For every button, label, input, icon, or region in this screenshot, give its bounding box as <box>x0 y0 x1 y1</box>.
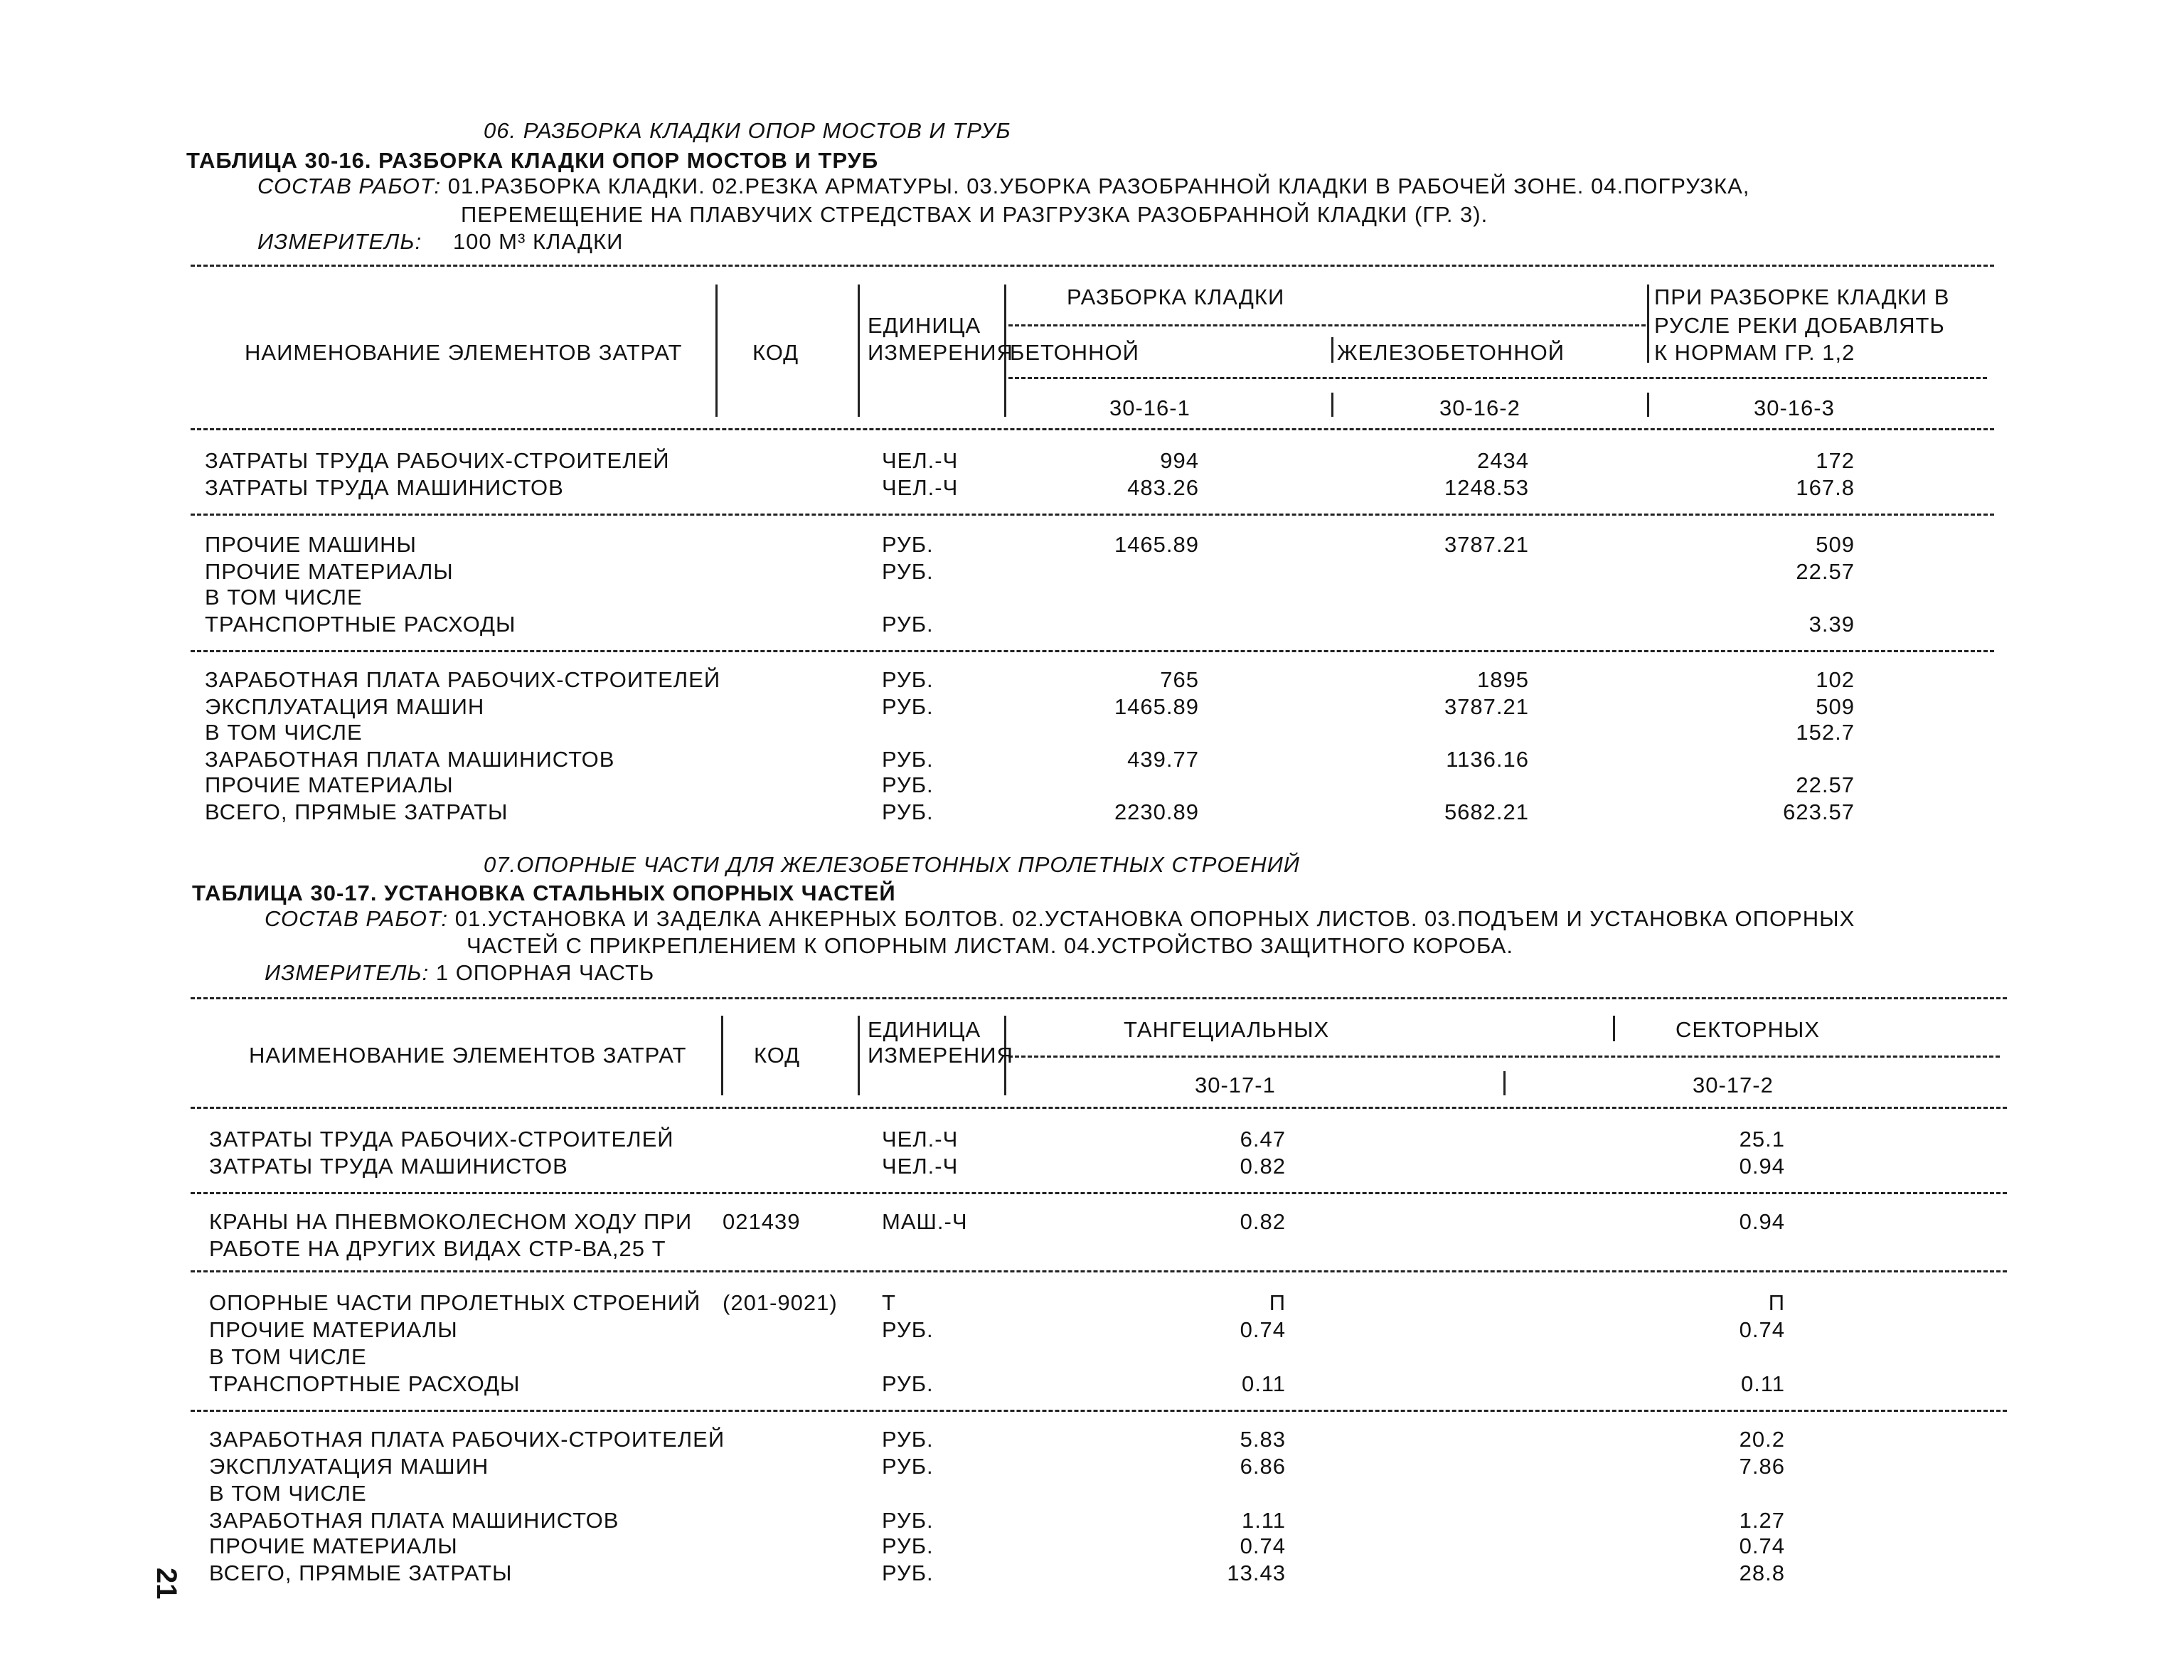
measure-1 <box>257 229 623 255</box>
row-value-1: 0.74 <box>1240 1533 1286 1558</box>
header-unit-line1: ЕДИНИЦА <box>868 1017 981 1042</box>
row-name: ЭКСПЛУАТАЦИЯ МАШИН <box>205 694 485 719</box>
row-name: В ТОМ ЧИСЛЕ <box>205 585 363 610</box>
work-composition-1 <box>257 174 1749 199</box>
row-value-2: 0.74 <box>1739 1317 1785 1342</box>
row-name: ТРАНСПОРТНЫЕ РАСХОДЫ <box>205 612 516 637</box>
row-value-3: 152.7 <box>1796 720 1855 745</box>
header-extra-line2: РУСЛЕ РЕКИ ДОБАВЛЯТЬ <box>1654 313 1945 338</box>
table2-divider <box>858 1016 860 1095</box>
table2-group-rule <box>191 1410 2007 1412</box>
row-name: ЗАТРАТЫ ТРУДА МАШИНИСТОВ <box>209 1154 568 1179</box>
row-value-2: 20.2 <box>1739 1427 1785 1452</box>
row-value-1: 994 <box>1160 448 1199 473</box>
row-value-2: 1136.16 <box>1446 747 1529 772</box>
table2-divider <box>1613 1016 1615 1041</box>
table2-group-rule <box>191 1192 2007 1194</box>
table1-top-rule <box>191 265 1994 267</box>
table1-group-rule <box>191 650 1994 652</box>
row-value-1: 6.86 <box>1240 1454 1286 1479</box>
row-name: В ТОМ ЧИСЛЕ <box>209 1481 367 1506</box>
row-unit: РУБ. <box>882 612 934 637</box>
measure-label: ИЗМЕРИТЕЛЬ: <box>257 229 422 254</box>
row-value-1: 765 <box>1160 667 1199 692</box>
work-composition-2 <box>265 906 1855 932</box>
row-name: В ТОМ ЧИСЛЕ <box>209 1344 367 1369</box>
row-unit: РУБ. <box>882 772 934 797</box>
row-name: ПРОЧИЕ МАШИНЫ <box>205 532 417 557</box>
table1-group-rule <box>191 514 1994 516</box>
row-value-2: 0.11 <box>1740 1371 1785 1396</box>
header-code: КОД <box>752 340 799 365</box>
table2-group-rule <box>1008 1056 2000 1058</box>
table1-header-bottom-rule <box>191 428 1994 430</box>
row-unit: МАШ.-Ч <box>882 1209 968 1234</box>
header-group-tangential: ТАНГЕЦИАЛЬНЫХ <box>1124 1017 1330 1042</box>
row-unit: ЧЕЛ.-Ч <box>882 475 959 500</box>
row-unit: ЧЕЛ.-Ч <box>882 448 959 473</box>
row-value-1: 0.82 <box>1240 1209 1286 1234</box>
row-name: ВСЕГО, ПРЯМЫЕ ЗАТРАТЫ <box>209 1561 513 1585</box>
row-name: ЗАРАБОТНАЯ ПЛАТА МАШИНИСТОВ <box>205 747 615 772</box>
header-sub-concrete: БЕТОННОЙ <box>1010 340 1139 365</box>
row-value-2: 1.27 <box>1739 1508 1785 1533</box>
header-sub-reinforced: ЖЕЛЕЗОБЕТОННОЙ <box>1337 340 1565 365</box>
row-value-2: 5682.21 <box>1444 799 1529 824</box>
row-value-3: 167.8 <box>1796 475 1855 500</box>
row-name: ПРОЧИЕ МАТЕРИАЛЫ <box>205 559 454 584</box>
row-unit: РУБ. <box>882 559 934 584</box>
row-unit: РУБ. <box>882 1533 934 1558</box>
table1-divider <box>858 285 860 417</box>
row-value-2: 0.94 <box>1739 1209 1785 1234</box>
row-unit: РУБ. <box>882 1427 934 1452</box>
work-label: СОСТАВ РАБОТ: <box>257 174 442 198</box>
work-label: СОСТАВ РАБОТ: <box>265 906 449 931</box>
header-col-30-16-3: 30-16-3 <box>1754 395 1835 420</box>
row-name: ЗАРАБОТНАЯ ПЛАТА РАБОЧИХ-СТРОИТЕЛЕЙ <box>209 1427 725 1452</box>
row-name: ЗАТРАТЫ ТРУДА РАБОЧИХ-СТРОИТЕЛЕЙ <box>209 1127 674 1152</box>
table-30-16-title: ТАБЛИЦА 30-16. РАЗБОРКА КЛАДКИ ОПОР МОСТОВ И ТРУБ <box>186 148 879 173</box>
row-value-1: 0.74 <box>1240 1317 1286 1342</box>
row-unit: РУБ. <box>882 694 934 719</box>
row-unit: РУБ. <box>882 799 934 824</box>
row-value-1: 439.77 <box>1127 747 1199 772</box>
header-col-30-16-2: 30-16-2 <box>1439 395 1520 420</box>
row-name: ПРОЧИЕ МАТЕРИАЛЫ <box>205 772 454 797</box>
row-value-3: 509 <box>1816 694 1855 719</box>
header-unit-line1: ЕДИНИЦА <box>868 313 981 338</box>
measure-value: 1 ОПОРНАЯ ЧАСТЬ <box>435 960 655 985</box>
table1-divider <box>1647 285 1649 363</box>
header-group-sector: СЕКТОРНЫХ <box>1676 1017 1820 1042</box>
header-unit-line2: ИЗМЕРЕНИЯ <box>868 1043 1013 1068</box>
row-value-2: 7.86 <box>1739 1454 1785 1479</box>
header-col-30-17-1: 30-17-1 <box>1195 1073 1276 1097</box>
table1-divider <box>715 285 718 417</box>
row-value-2: 28.8 <box>1739 1561 1785 1585</box>
row-value-3: 22.57 <box>1796 772 1855 797</box>
row-unit: РУБ. <box>882 1317 934 1342</box>
row-value-2: 2434 <box>1477 448 1529 473</box>
row-unit: РУБ. <box>882 1561 934 1585</box>
row-name: ЭКСПЛУАТАЦИЯ МАШИН <box>209 1454 489 1479</box>
row-value-1: 1465.89 <box>1114 694 1199 719</box>
measure-value: 100 М³ КЛАДКИ <box>452 229 624 254</box>
row-value-1: 483.26 <box>1127 475 1199 500</box>
row-unit: ЧЕЛ.-Ч <box>882 1127 959 1152</box>
row-name: ЗАРАБОТНАЯ ПЛАТА РАБОЧИХ-СТРОИТЕЛЕЙ <box>205 667 721 692</box>
row-code: (201-9021) <box>723 1290 838 1315</box>
row-value-2: 3787.21 <box>1444 694 1529 719</box>
header-group: РАЗБОРКА КЛАДКИ <box>1067 285 1285 309</box>
row-value-3: 509 <box>1816 532 1855 557</box>
table2-divider <box>1503 1071 1506 1095</box>
page-number: 21 <box>151 1568 182 1600</box>
section-06-heading: 06. РАЗБОРКА КЛАДКИ ОПОР МОСТОВ И ТРУБ <box>484 118 1011 143</box>
row-value-1: 5.83 <box>1240 1427 1286 1452</box>
row-value-2: 1895 <box>1477 667 1529 692</box>
row-name: РАБОТЕ НА ДРУГИХ ВИДАХ СТР-ВА,25 Т <box>209 1236 666 1261</box>
row-value-1: 0.82 <box>1240 1154 1286 1179</box>
table-30-17-title: ТАБЛИЦА 30-17. УСТАНОВКА СТАЛЬНЫХ ОПОРНЫХ ЧАСТЕЙ <box>192 881 896 905</box>
table2-divider <box>721 1016 723 1095</box>
measure-label: ИЗМЕРИТЕЛЬ: <box>265 960 430 985</box>
work-text-line1: 01.РАЗБОРКА КЛАДКИ. 02.РЕЗКА АРМАТУРЫ. 03.УБОРКА РАЗОБРАННОЙ КЛАДКИ В РАБОЧЕЙ ЗОНЕ. 04.ПОГРУЗКА, <box>447 174 1750 198</box>
table1-sub-rule <box>1008 377 1987 379</box>
row-name: ВСЕГО, ПРЯМЫЕ ЗАТРАТЫ <box>205 799 508 824</box>
row-unit: Т <box>882 1290 896 1315</box>
row-code: 021439 <box>723 1209 801 1234</box>
row-name: ПРОЧИЕ МАТЕРИАЛЫ <box>209 1533 458 1558</box>
row-value-2: 25.1 <box>1739 1127 1785 1152</box>
table1-divider <box>1331 337 1333 363</box>
row-value-2: П <box>1768 1290 1785 1315</box>
row-unit: РУБ. <box>882 1454 934 1479</box>
row-name: ЗАТРАТЫ ТРУДА МАШИНИСТОВ <box>205 475 564 500</box>
row-unit: РУБ. <box>882 1371 934 1396</box>
row-value-2: 0.94 <box>1739 1154 1785 1179</box>
row-value-1: П <box>1269 1290 1286 1315</box>
row-value-1: 13.43 <box>1227 1561 1286 1585</box>
work-text-line2: ПЕРЕМЕЩЕНИЕ НА ПЛАВУЧИХ СТРЕДСТВАХ И РАЗГРУЗКА РАЗОБРАННОЙ КЛАДКИ (ГР. 3). <box>461 202 1488 227</box>
row-value-1: 1.11 <box>1241 1508 1286 1533</box>
row-unit: РУБ. <box>882 1508 934 1533</box>
row-value-2: 3787.21 <box>1444 532 1529 557</box>
section-07-heading: 07.ОПОРНЫЕ ЧАСТИ ДЛЯ ЖЕЛЕЗОБЕТОННЫХ ПРОЛЕТНЫХ СТРОЕНИЙ <box>484 852 1300 877</box>
header-name: НАИМЕНОВАНИЕ ЭЛЕМЕНТОВ ЗАТРАТ <box>249 1043 687 1068</box>
row-name: ТРАНСПОРТНЫЕ РАСХОДЫ <box>209 1371 521 1396</box>
row-unit: РУБ. <box>882 667 934 692</box>
row-value-3: 22.57 <box>1796 559 1855 584</box>
row-value-1: 1465.89 <box>1114 532 1199 557</box>
row-name: В ТОМ ЧИСЛЕ <box>205 720 363 745</box>
table1-divider <box>1647 393 1649 417</box>
row-value-3: 102 <box>1816 667 1855 692</box>
measure-2 <box>265 960 654 986</box>
row-value-3: 172 <box>1816 448 1855 473</box>
row-value-1: 0.11 <box>1241 1371 1286 1396</box>
row-name: ЗАРАБОТНАЯ ПЛАТА МАШИНИСТОВ <box>209 1508 619 1533</box>
work-text-line1: 01.УСТАНОВКА И ЗАДЕЛКА АНКЕРНЫХ БОЛТОВ. 02.УСТАНОВКА ОПОРНЫХ ЛИСТОВ. 03.ПОДЪЕМ И УСТАНОВКА ОПОРНЫХ <box>454 906 1855 931</box>
header-col-30-17-2: 30-17-2 <box>1693 1073 1774 1097</box>
table2-group-rule <box>191 1270 2007 1272</box>
row-value-2: 0.74 <box>1739 1533 1785 1558</box>
row-value-3: 3.39 <box>1809 612 1855 637</box>
header-unit-line2: ИЗМЕРЕНИЯ <box>868 340 1013 365</box>
row-unit: РУБ. <box>882 532 934 557</box>
header-code: КОД <box>754 1043 801 1068</box>
table1-group-rule <box>1008 324 1646 326</box>
row-name: ОПОРНЫЕ ЧАСТИ ПРОЛЕТНЫХ СТРОЕНИЙ <box>209 1290 701 1315</box>
row-name: КРАНЫ НА ПНЕВМОКОЛЕСНОМ ХОДУ ПРИ <box>209 1209 693 1234</box>
work-text-line2: ЧАСТЕЙ С ПРИКРЕПЛЕНИЕМ К ОПОРНЫМ ЛИСТАМ. 04.УСТРОЙСТВО ЗАЩИТНОГО КОРОБА. <box>467 933 1513 958</box>
row-name: ПРОЧИЕ МАТЕРИАЛЫ <box>209 1317 458 1342</box>
table2-header-bottom-rule <box>191 1107 2007 1109</box>
table1-divider <box>1331 393 1333 417</box>
table2-top-rule <box>191 997 2007 999</box>
header-col-30-16-1: 30-16-1 <box>1109 395 1190 420</box>
row-value-1: 6.47 <box>1240 1127 1286 1152</box>
row-name: ЗАТРАТЫ ТРУДА РАБОЧИХ-СТРОИТЕЛЕЙ <box>205 448 670 473</box>
row-value-3: 623.57 <box>1783 799 1855 824</box>
row-value-1: 2230.89 <box>1114 799 1199 824</box>
row-unit: ЧЕЛ.-Ч <box>882 1154 959 1179</box>
header-extra-line1: ПРИ РАЗБОРКЕ КЛАДКИ В <box>1654 285 1950 309</box>
header-extra-line3: К НОРМАМ ГР. 1,2 <box>1654 340 1855 365</box>
row-value-2: 1248.53 <box>1444 475 1529 500</box>
row-unit: РУБ. <box>882 747 934 772</box>
header-name: НАИМЕНОВАНИЕ ЭЛЕМЕНТОВ ЗАТРАТ <box>245 340 683 365</box>
